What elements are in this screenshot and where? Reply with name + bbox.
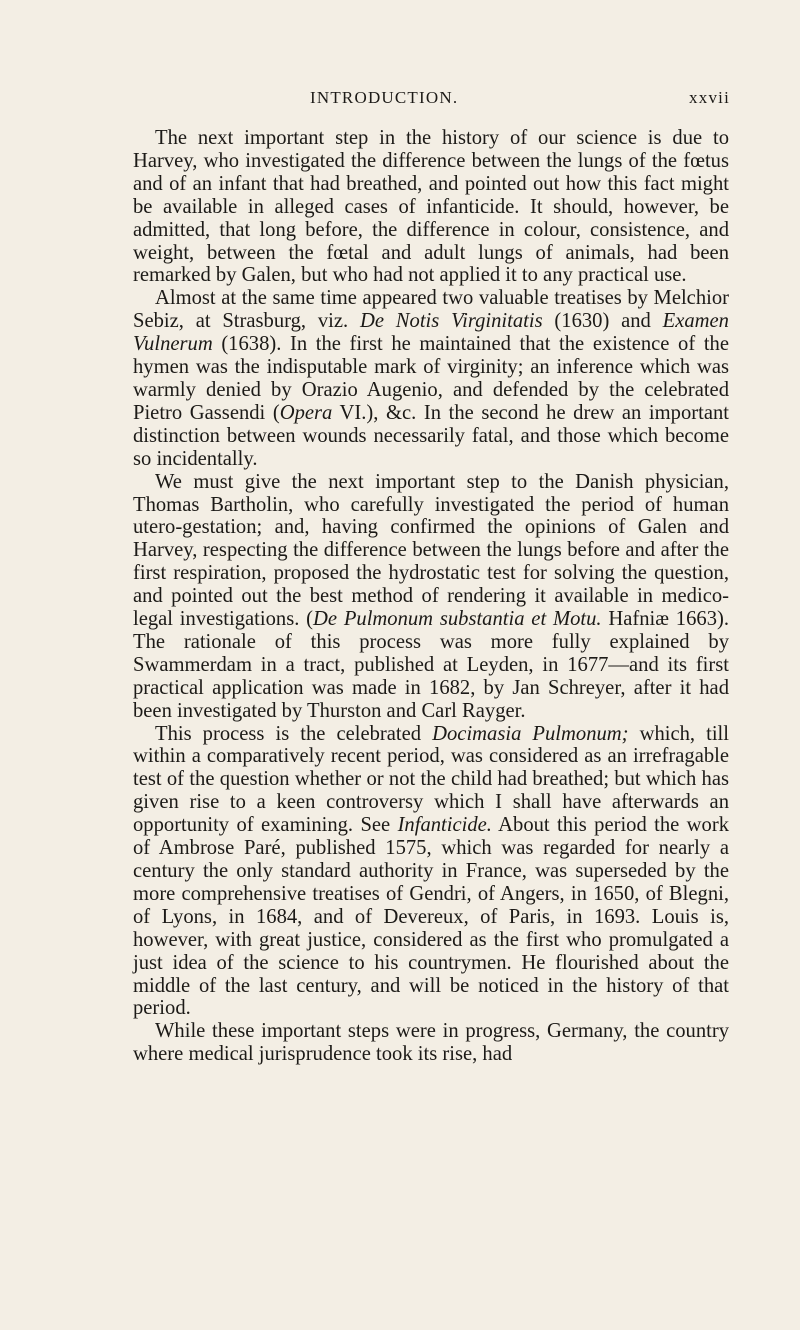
running-head [130, 88, 730, 112]
paragraph-docimasia [133, 723, 729, 1021]
page-number: xxvii [689, 88, 730, 107]
book-title: Opera [279, 401, 333, 424]
paragraph-text: About this period the work of Ambrose Paré, published 1575, which was regarded for nearly a century the only standard authority in France, was superseded by the more comprehensive treatises of Gendri, of Angers, in 1650, of Blegni, of Lyons, in 1684, and of Devereux, of Paris, in 1693. Louis is, however, with great justice, considered as the first who promulgated a just idea of the science to his countrymen. He flourished about the middle of the last century, and will be noticed in the history of that period. [133, 814, 729, 1020]
paragraph-text: We must give the next important step to the Danish physician, Thomas Bartholin, who carefully investigated the period of human utero-gestation; and, having confirmed the opinions of Galen and Harvey, respecting the difference between the lungs before and after the first respiration, proposed the hydrostatic test for solving the question, and pointed out the best method of rendering it available in medico-legal investigations. ( [133, 470, 729, 631]
paragraph-germany [133, 1020, 729, 1066]
book-title: De Pulmonum substantia et Motu. [313, 608, 602, 631]
paragraph-text: (1630) and [542, 310, 663, 333]
running-head-title: INTRODUCTION. [310, 88, 459, 107]
term: Docimasia Pulmonum; [432, 722, 629, 745]
book-title: De Notis Virginitatis [359, 310, 543, 333]
paragraph-text: This process is the celebrated [155, 722, 433, 745]
cross-reference: Infanticide. [397, 814, 492, 837]
paragraph-harvey [133, 127, 729, 287]
body-text [133, 127, 729, 1066]
paragraph-text: The next important step in the history of our science is due to Harvey, who investigated the difference between the lungs of the fœtus and of an infant that had breathed, and pointed out how this fact might be available in alleged cases of infanticide. It should, however, be admitted, that long before, the difference in colour, consistence, and weight, between the fœtal and adult lungs of animals, had been remarked by Galen, but who had not applied it to any practical use. [133, 127, 729, 287]
paragraph-text: Hafniæ 1663). The rationale of this process was more fully explained by Swammerdam in a tract, published at Leyden, in 1677—and its first practical application was made in 1682, by Jan Schreyer, after it had been investigated by Thurston and Carl Rayger. [133, 608, 729, 722]
paragraph-text: Almost at the same time appeared two valuable treatises by Melchior Sebiz, at Strasburg, viz. [133, 287, 729, 333]
paragraph-bartholin [133, 471, 729, 723]
book-title: Examen Vulnerum [133, 310, 729, 356]
paragraph-text: While these important steps were in progress, Germany, the country where medical jurisprudence took its rise, had [133, 1020, 729, 1066]
paragraph-sebiz [133, 287, 729, 470]
paragraph-text: which, till within a comparatively recent period, was considered as an irrefragable test of the question whether or not the child had breathed; but which has given rise to a keen controversy which I shall have afterwards an opportunity of examining. See [133, 722, 729, 837]
paragraph-text: VI.), &c. In the second he drew an important distinction between wounds necessarily fatal, and those which become so incidentally. [133, 401, 730, 470]
paragraph-text: (1638). In the first he maintained that the existence of the hymen was the indisputable mark of virginity; an inference which was warmly denied by Orazio Augenio, and defended by the celebrated Pietro Gassendi ( [133, 333, 729, 424]
